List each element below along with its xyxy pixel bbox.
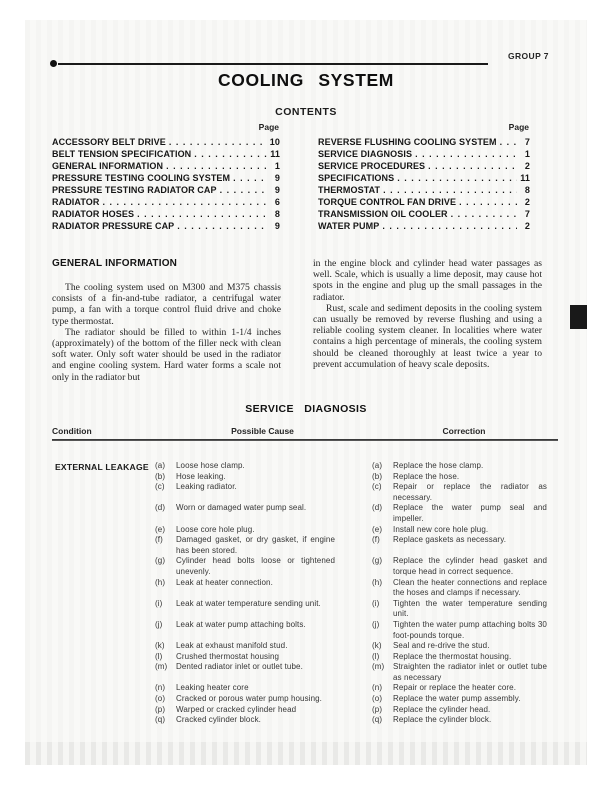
dot-leader <box>497 136 517 148</box>
item-letter: (p) <box>372 704 383 714</box>
contents-right-column <box>318 122 530 232</box>
item-letter: (f) <box>372 535 380 545</box>
item-letter: (n) <box>155 683 166 693</box>
item-letter: (l) <box>372 651 380 661</box>
dot-leader <box>166 136 267 148</box>
cause-cell <box>155 705 335 716</box>
item-letter: (m) <box>155 662 168 672</box>
cause-text: Dented radiator inlet or outlet tube. <box>176 662 303 672</box>
contents-entry-label: PRESSURE TESTING RADIATOR CAP <box>52 185 217 195</box>
service-diagnosis-heading: SERVICE DIAGNOSIS <box>245 403 367 415</box>
cause-cell <box>155 652 335 663</box>
correction-text: Seal and re-drive the stud. <box>393 641 490 651</box>
contents-right-items <box>318 136 530 232</box>
cause-cell <box>155 503 335 524</box>
cause-cell <box>155 599 335 620</box>
contents-entry-page: 1 <box>524 149 530 159</box>
contents-entry-page: 8 <box>274 209 280 219</box>
correction-cell <box>372 652 547 663</box>
bullet-icon <box>50 60 57 67</box>
contents-entry-page: 2 <box>524 221 530 231</box>
dot-leader <box>230 172 267 184</box>
header-rule <box>50 60 488 67</box>
contents-left-items <box>52 136 280 232</box>
dot-leader <box>456 196 517 208</box>
cause-cell <box>155 694 335 705</box>
correction-cell <box>372 472 547 483</box>
cause-cell <box>155 556 335 577</box>
contents-entry <box>52 172 280 184</box>
contents-left-column <box>52 122 280 232</box>
cause-text: Loose hose clamp. <box>176 461 245 470</box>
item-letter: (a) <box>372 461 383 470</box>
cause-text: Crushed thermostat housing <box>176 651 280 661</box>
correction-cell <box>372 683 547 694</box>
contents-entry-label: REVERSE FLUSHING COOLING SYSTEM <box>318 137 497 147</box>
contents-entry-page: 10 <box>269 137 280 147</box>
contents-entry-label: THERMOSTAT <box>318 185 381 195</box>
dot-leader <box>99 196 267 208</box>
page-column-label: Page <box>508 122 529 132</box>
dot-leader <box>380 184 517 196</box>
item-letter: (n) <box>372 683 383 693</box>
correction-cell <box>372 578 547 599</box>
correction-text: Repair or replace the heater core. <box>393 683 517 693</box>
manual-page <box>25 20 587 765</box>
contents-entry-page: 9 <box>274 173 280 183</box>
contents-entry-page: 9 <box>274 185 280 195</box>
diagnosis-table <box>55 461 547 726</box>
dot-leader <box>217 184 267 196</box>
contents-entry <box>52 196 280 208</box>
correction-cell <box>372 556 547 577</box>
section-tab-marker <box>570 305 587 329</box>
item-letter: (k) <box>155 641 165 651</box>
table-header-rule <box>52 440 558 441</box>
dot-leader <box>379 220 517 232</box>
diagnosis-rows <box>155 461 547 726</box>
cause-cell <box>155 461 335 472</box>
correction-text: Replace the cylinder head gasket and torque head in correct sequence. <box>393 556 547 576</box>
cause-text: Loose core hole plug. <box>176 524 255 534</box>
correction-text: Replace the hose clamp. <box>393 461 484 470</box>
item-letter: (h) <box>372 577 383 587</box>
contents-entry <box>318 184 530 196</box>
correction-text: Install new core hole plug. <box>393 524 489 534</box>
dot-leader <box>163 160 267 172</box>
item-letter: (q) <box>155 715 166 725</box>
item-letter: (k) <box>372 641 382 651</box>
cause-text: Warped or cracked cylinder head <box>176 704 297 714</box>
dot-leader <box>174 220 267 232</box>
contents-entry-label: TRANSMISSION OIL COOLER <box>318 209 448 219</box>
item-letter: (c) <box>372 482 382 492</box>
contents-entry <box>52 208 280 220</box>
body-paragraph: in the engine block and cylinder head water passages as well. Scale, which is usually a lime deposit, may cause hot spots in the engine and plug up the small passages in the radiator. <box>313 258 542 303</box>
page-column-label: Page <box>258 122 279 132</box>
contents-entry-page: 2 <box>524 161 530 171</box>
correction-text: Replace the thermostat housing. <box>393 651 512 661</box>
dot-leader <box>134 208 267 220</box>
item-letter: (b) <box>155 471 166 481</box>
contents-entry <box>318 136 530 148</box>
contents-entry-label: BELT TENSION SPECIFICATION <box>52 149 192 159</box>
cause-cell <box>155 472 335 483</box>
correction-text: Clean the heater connections and replace the hoses and clamps if necessary. <box>393 577 547 598</box>
item-letter: (g) <box>155 556 166 566</box>
correction-cell <box>372 705 547 716</box>
contents-entry <box>52 136 280 148</box>
cause-text: Cracked cylinder block. <box>176 715 261 725</box>
contents-entry-label: RADIATOR HOSES <box>52 209 135 219</box>
cause-text: Cracked or porous water pump housing. <box>176 694 322 704</box>
cause-text: Leak at heater connection. <box>176 577 273 587</box>
contents-entry <box>52 160 280 172</box>
item-letter: (j) <box>372 619 380 629</box>
contents-entry-page: 2 <box>524 197 530 207</box>
contents-entry <box>318 148 530 160</box>
correction-cell <box>372 694 547 705</box>
column-header-possible-cause: Possible Cause <box>155 426 370 440</box>
correction-cell <box>372 620 547 641</box>
contents-entry-label: RADIATOR <box>52 197 100 207</box>
cause-text: Leaking radiator. <box>176 482 237 492</box>
correction-text: Straighten the radiator inlet or outlet tube as necessary <box>393 662 547 682</box>
contents-entry-label: WATER PUMP <box>318 221 380 231</box>
correction-text: Tighten the water temperature sending unit. <box>393 598 547 619</box>
correction-cell <box>372 503 547 524</box>
general-information-heading: GENERAL INFORMATION <box>52 258 178 269</box>
dot-leader <box>191 148 267 160</box>
contents-entry-page: 11 <box>520 173 530 183</box>
item-letter: (l) <box>155 651 163 661</box>
correction-cell <box>372 525 547 536</box>
cause-cell <box>155 578 335 599</box>
diagnosis-table-header <box>52 426 558 440</box>
column-header-correction: Correction <box>370 426 558 440</box>
contents-entry-page: 1 <box>274 161 280 171</box>
correction-cell <box>372 482 547 503</box>
item-letter: (c) <box>155 482 165 492</box>
cause-text: Hose leaking. <box>176 471 226 481</box>
contents-entry-label: ACCESSORY BELT DRIVE <box>52 137 166 147</box>
correction-text: Replace the cylinder head. <box>393 704 491 714</box>
cause-text: Leak at water pump attaching bolts. <box>176 619 306 629</box>
contents-entry <box>318 196 530 208</box>
item-letter: (q) <box>372 715 383 725</box>
dot-leader <box>425 160 517 172</box>
cause-text: Damaged gasket, or dry gasket, if engine has been stored. <box>176 535 335 555</box>
group-label: GROUP 7 <box>508 51 549 61</box>
dot-leader <box>394 172 517 184</box>
contents-entry-label: SERVICE DIAGNOSIS <box>318 149 413 159</box>
item-letter: (m) <box>372 662 385 672</box>
cause-cell <box>155 620 335 641</box>
cause-cell <box>155 482 335 503</box>
correction-text: Replace gaskets as necessary. <box>393 535 507 545</box>
item-letter: (p) <box>155 704 166 714</box>
body-paragraph: The radiator should be filled to within 1-1/4 inches (approximately) of the bottom of the filler neck with clean soft water. Only soft water should be used in the radiator and engine cooling system. Hard water forms a scale not only in the radiator but <box>52 326 281 383</box>
contents-entry-page: 8 <box>524 185 530 195</box>
item-letter: (d) <box>155 503 166 513</box>
page-title: COOLING SYSTEM <box>218 70 394 90</box>
contents-entry-label: GENERAL INFORMATION <box>52 161 164 171</box>
contents-entry-page: 7 <box>524 209 530 219</box>
item-letter: (h) <box>155 577 166 587</box>
cause-cell <box>155 683 335 694</box>
contents-entry-page: 11 <box>270 149 280 159</box>
correction-cell <box>372 535 547 556</box>
condition-external-leakage: EXTERNAL LEAKAGE <box>55 462 149 472</box>
contents-heading: CONTENTS <box>275 106 337 118</box>
table-of-contents <box>52 122 552 232</box>
contents-entry <box>318 172 530 184</box>
column-header-condition: Condition <box>52 426 155 440</box>
contents-entry <box>318 160 530 172</box>
cause-text: Leak at exhaust manifold stud. <box>176 641 288 651</box>
correction-text: Replace the hose. <box>393 471 460 481</box>
contents-entry-label: PRESSURE TESTING COOLING SYSTEM <box>52 173 231 183</box>
correction-text: Replace the water pump assembly. <box>393 694 521 704</box>
body-right-column <box>313 258 542 383</box>
item-letter: (j) <box>155 619 163 629</box>
cause-text: Cylinder head bolts loose or tightened unevenly. <box>176 556 335 576</box>
item-letter: (d) <box>372 503 383 513</box>
item-letter: (a) <box>155 461 166 470</box>
cause-text: Leaking heater core <box>176 683 249 693</box>
contents-entry <box>52 220 280 232</box>
contents-entry-page: 6 <box>274 197 280 207</box>
contents-entry-label: SERVICE PROCEDURES <box>318 161 426 171</box>
cause-cell <box>155 525 335 536</box>
item-letter: (i) <box>372 598 380 608</box>
page-bottom-scan-band <box>25 742 587 765</box>
body-right-paragraphs <box>313 258 542 370</box>
item-letter: (f) <box>155 535 163 545</box>
contents-entry-page: 9 <box>274 221 280 231</box>
body-paragraph: Rust, scale and sediment deposits in the cooling system can usually be removed by reverse flushing and using a reliable cooling system cleaner. In localities where water contains a high percentage of minerals, the cooling system should be cleaned thoroughly at least twice a year to prevent accumulation of heavy scale deposits. <box>313 302 542 370</box>
cause-cell <box>155 535 335 556</box>
item-letter: (g) <box>372 556 383 566</box>
body-paragraph: The cooling system used on M300 and M375 chassis consists of a fin-and-tube radiator, a centrifugal water pump, a fan with a torque control fluid drive and choke type thermostat. <box>52 282 281 327</box>
contents-entry <box>52 148 280 160</box>
correction-cell <box>372 715 547 726</box>
correction-text: Tighten the water pump attaching bolts 30 foot-pounds torque. <box>393 619 547 640</box>
contents-entry <box>318 220 530 232</box>
correction-cell <box>372 461 547 472</box>
item-letter: (o) <box>155 694 166 704</box>
correction-cell <box>372 641 547 652</box>
correction-cell <box>372 662 547 683</box>
contents-entry-label: TORQUE CONTROL FAN DRIVE <box>318 197 457 207</box>
cause-cell <box>155 662 335 683</box>
cause-text: Worn or damaged water pump seal. <box>176 503 307 513</box>
item-letter: (i) <box>155 598 163 608</box>
correction-text: Replace the cylinder block. <box>393 715 492 725</box>
item-letter: (e) <box>155 524 166 534</box>
cause-cell <box>155 715 335 726</box>
item-letter: (o) <box>372 694 383 704</box>
contents-entry-label: RADIATOR PRESSURE CAP <box>52 221 175 231</box>
contents-entry-page: 7 <box>524 137 530 147</box>
contents-entry <box>52 184 280 196</box>
contents-entry-label: SPECIFICATIONS <box>318 173 395 183</box>
body-left-column <box>52 258 281 383</box>
contents-entry <box>318 208 530 220</box>
item-letter: (e) <box>372 524 383 534</box>
correction-text: Replace the water pump seal and impeller. <box>393 503 547 523</box>
dot-leader <box>412 148 517 160</box>
header-rule-line <box>58 63 488 65</box>
correction-text: Repair or replace the radiator as necessary. <box>393 482 547 502</box>
cause-text: Leak at water temperature sending unit. <box>176 598 321 608</box>
item-letter: (b) <box>372 471 383 481</box>
cause-cell <box>155 641 335 652</box>
dot-leader <box>448 208 517 220</box>
correction-cell <box>372 599 547 620</box>
body-left-paragraphs <box>52 282 281 383</box>
general-information-section <box>52 258 557 383</box>
